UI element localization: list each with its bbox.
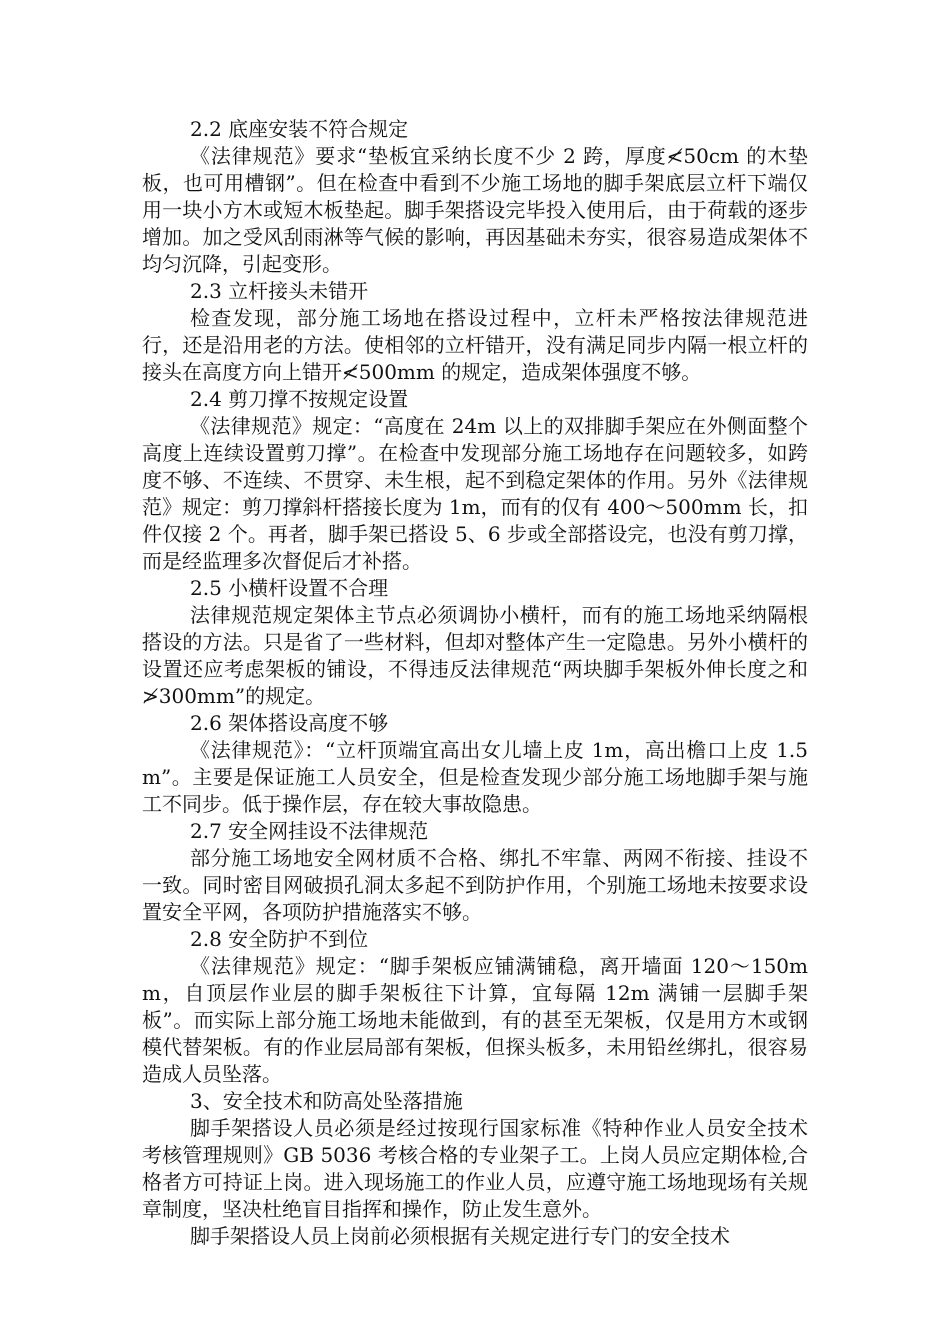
section-2-6 — [142, 710, 808, 818]
section-2-8 — [142, 926, 808, 1088]
section-paragraph: 检查发现，部分施工场地在搭设过程中，立杆未严格按法律规范进行，还是沿用老的方法。使相邻的立杆错开，没有满足同步内隔一根立杆的接头在高度方向上错开≮500mm 的规定，造成架体强度不够。 — [142, 306, 808, 384]
section-paragraph: 脚手架搭设人员上岗前必须根据有关规定进行专门的安全技术 — [190, 1224, 730, 1248]
section-2-2 — [142, 116, 808, 278]
section-paragraph: 法律规范规定架体主节点必须调协小横杆，而有的施工场地采纳隔根搭设的方法。只是省了一些材料，但却对整体产生一定隐患。另外小横杆的设置还应考虑架板的铺设，不得违反法律规范“两块脚手架板外伸长度之和≯300mm”的规定。 — [142, 603, 808, 708]
section-heading: 2.7 安全网挂设不法律规范 — [190, 819, 429, 843]
section-heading: 2.8 安全防护不到位 — [190, 927, 369, 951]
section-heading: 2.4 剪刀撑不按规定设置 — [190, 387, 409, 411]
section-heading: 2.5 小横杆设置不合理 — [190, 576, 389, 600]
section-2-5 — [142, 575, 808, 710]
section-2-7 — [142, 818, 808, 926]
section-2-4 — [142, 386, 808, 575]
section-heading: 3、安全技术和防高处坠落措施 — [190, 1089, 463, 1113]
section-paragraph: 《法律规范》规定：“脚手架板应铺满铺稳，离开墙面 120～150mm，自顶层作业层的脚手架板往下计算，宜每隔 12m 满铺一层脚手架板”。而实际上部分施工场地未能做到，有的甚至无架板，仅是用方木或钢模代替架板。有的作业层局部有架板，但探头板多，未用铅丝绑扎，很容易造成人员坠落。 — [142, 954, 808, 1086]
section-heading: 2.3 立杆接头未错开 — [190, 279, 369, 303]
section-paragraph: 《法律规范》：“立杆顶端宜高出女儿墙上皮 1m，高出檐口上皮 1.5m”。主要是保证施工人员安全，但是检查发现少部分施工场地脚手架与施工不同步。低于操作层，存在较大事故隐患。 — [142, 738, 808, 816]
section-heading: 2.2 底座安装不符合规定 — [190, 117, 409, 141]
section-paragraph: 脚手架搭设人员必须是经过按现行国家标准《特种作业人员安全技术考核管理规则》GB 5036 考核合格的专业架子工。上岗人员应定期体检,合格者方可持证上岗。进入现场施工的作业人员，应遵守施工场地现场有关规章制度，坚决杜绝盲目指挥和操作，防止发生意外。 — [142, 1116, 808, 1221]
document-body — [142, 116, 808, 1250]
section-heading: 2.6 架体搭设高度不够 — [190, 711, 389, 735]
section-2-3 — [142, 278, 808, 386]
section-paragraph: 部分施工场地安全网材质不合格、绑扎不牢靠、两网不衔接、挂设不一致。同时密目网破损孔洞太多起不到防护作用，个别施工场地未按要求设置安全平网，各项防护措施落实不够。 — [142, 846, 808, 924]
section-paragraph: 《法律规范》规定：“高度在 24m 以上的双排脚手架应在外侧面整个高度上连续设置剪刀撑”。在检查中发现部分施工场地存在问题较多，如跨度不够、不连续、不贯穿、未生根，起不到稳定架体的作用。另外《法律规范》规定：剪刀撑斜杆搭接长度为 1m，而有的仅有 400～500mm 长，扣件仅接 2 个。再者，脚手架已搭设 5、6 步或全部搭设完，也没有剪刀撑，而是经监理多次督促后才补搭。 — [142, 414, 808, 573]
section-3 — [142, 1088, 808, 1250]
section-paragraph: 《法律规范》要求“垫板宜采纳长度不少 2 跨，厚度≮50cm 的木垫板，也可用槽钢”。但在检查中看到不少施工场地的脚手架底层立杆下端仅用一块小方木或短木板垫起。脚手架搭设完毕投入使用后，由于荷载的逐步增加。加之受风刮雨淋等气候的影响，再因基础未夯实，很容易造成架体不均匀沉降，引起变形。 — [142, 144, 808, 276]
